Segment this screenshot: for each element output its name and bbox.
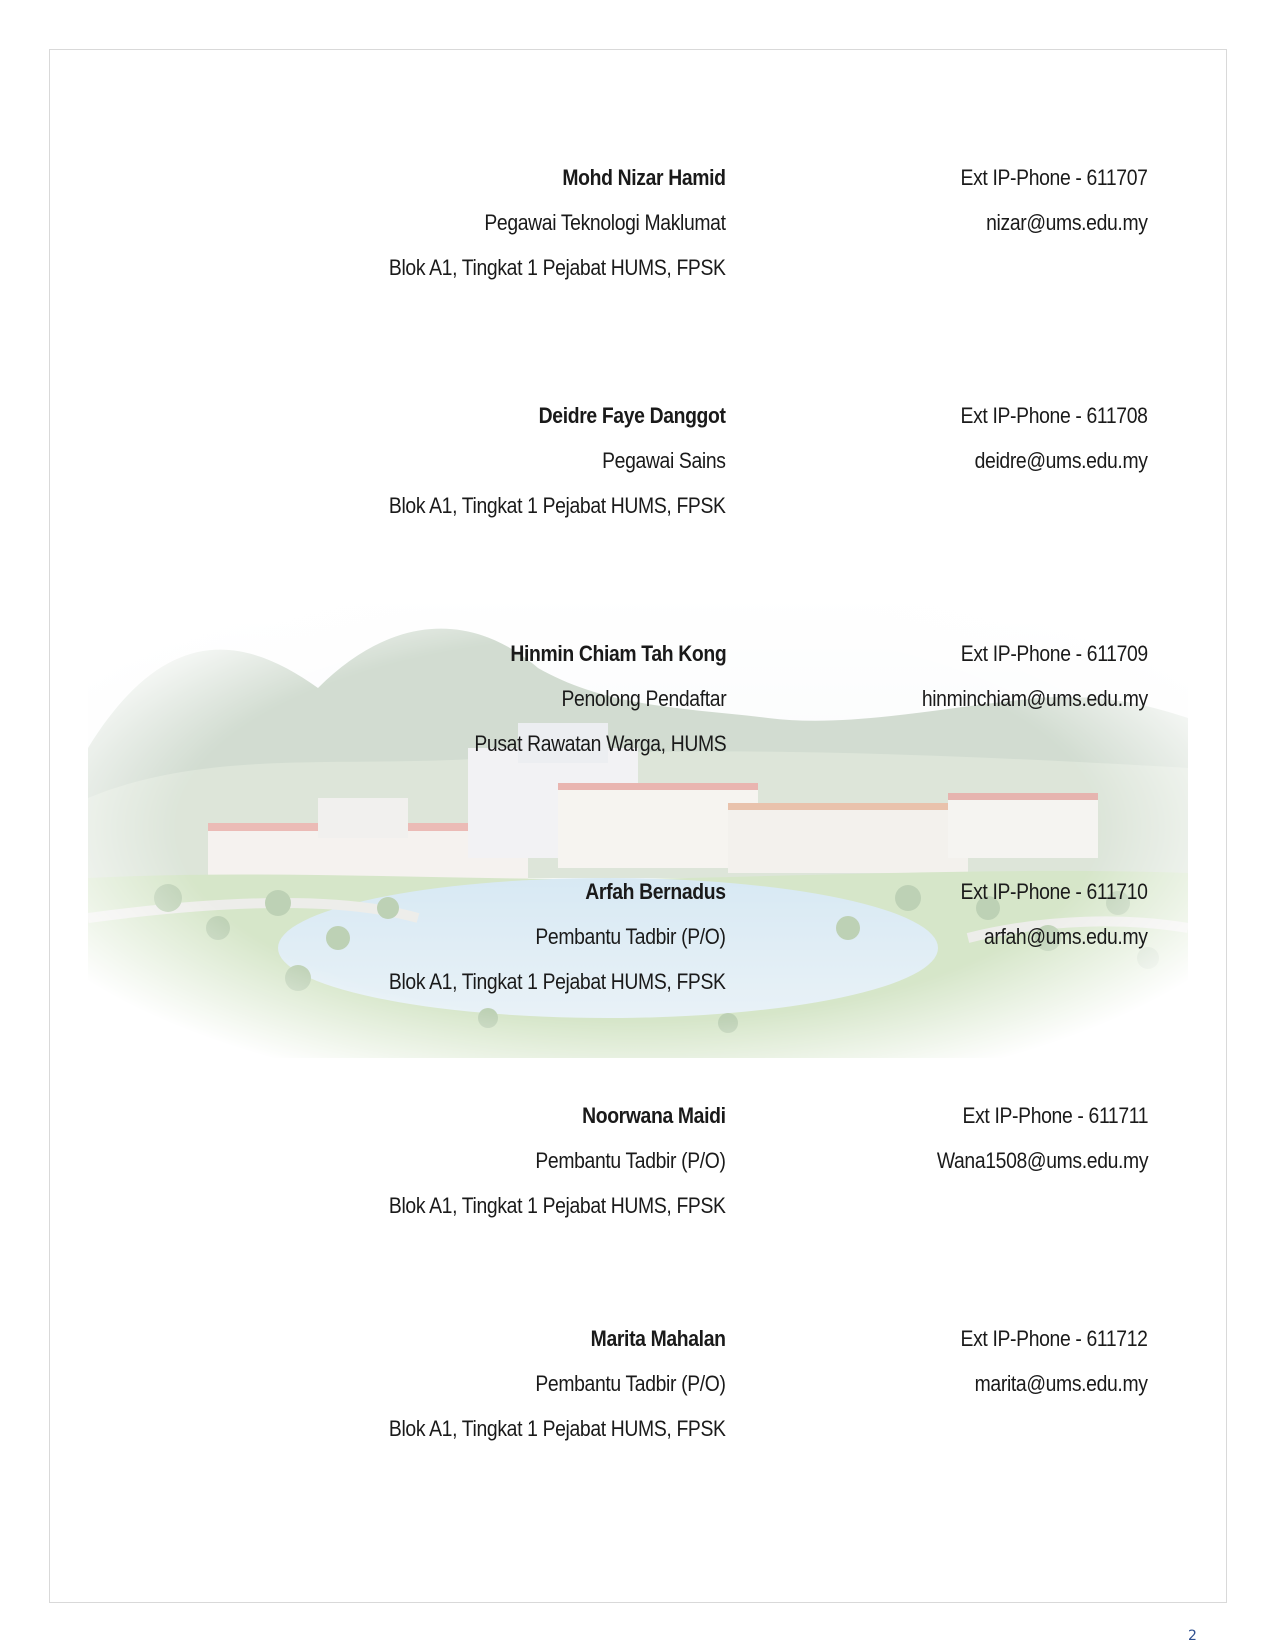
contact-details: [440, 631, 726, 766]
contact-phone: Ext IP-Phone - 611707: [960, 165, 1148, 190]
contact-name: Arfah Bernadus: [585, 879, 726, 904]
contact-details: [343, 869, 726, 1004]
contact-email[interactable]: Wana1508@ums.edu.my: [936, 1148, 1148, 1173]
contact-entry: [0, 869, 1275, 1019]
contact-info: [935, 393, 1148, 483]
contact-entry: [0, 1093, 1275, 1243]
contact-entry: [0, 155, 1275, 305]
contact-email[interactable]: deidre@ums.edu.my: [975, 448, 1148, 473]
contact-email[interactable]: hinminchiam@ums.edu.my: [921, 686, 1148, 711]
contact-phone: Ext IP-Phone - 611711: [962, 1103, 1148, 1128]
contact-name: Mohd Nizar Hamid: [562, 165, 726, 190]
contact-location: Blok A1, Tingkat 1 Pejabat HUMS, FPSK: [389, 969, 726, 994]
contact-info: [935, 869, 1148, 959]
contact-email[interactable]: nizar@ums.edu.my: [986, 210, 1148, 235]
contact-location: Blok A1, Tingkat 1 Pejabat HUMS, FPSK: [389, 1416, 726, 1441]
contact-position: Pegawai Teknologi Maklumat: [484, 210, 726, 235]
contact-position: Pegawai Sains: [602, 448, 726, 473]
contact-info: [908, 1093, 1148, 1183]
contact-entry: [0, 1316, 1275, 1466]
contact-location: Blok A1, Tingkat 1 Pejabat HUMS, FPSK: [389, 493, 726, 518]
contact-location: Pusat Rawatan Warga, HUMS: [474, 731, 726, 756]
contact-details: [343, 1093, 726, 1228]
contact-phone: Ext IP-Phone - 611712: [960, 1326, 1148, 1351]
contact-location: Blok A1, Tingkat 1 Pejabat HUMS, FPSK: [389, 255, 726, 280]
contact-position: Penolong Pendaftar: [561, 686, 726, 711]
contact-info: [935, 155, 1148, 245]
contact-name: Marita Mahalan: [591, 1326, 726, 1351]
contact-phone: Ext IP-Phone - 611710: [960, 879, 1148, 904]
contact-details: [343, 393, 726, 528]
contact-name: Hinmin Chiam Tah Kong: [510, 641, 726, 666]
contact-position: Pembantu Tadbir (P/O): [535, 1371, 726, 1396]
contact-info: [935, 1316, 1148, 1406]
contact-position: Pembantu Tadbir (P/O): [535, 1148, 726, 1173]
contact-email[interactable]: marita@ums.edu.my: [975, 1371, 1148, 1396]
contact-location: Blok A1, Tingkat 1 Pejabat HUMS, FPSK: [389, 1193, 726, 1218]
contact-phone: Ext IP-Phone - 611709: [960, 641, 1148, 666]
page-number: 2: [1188, 1628, 1197, 1644]
contact-name: Deidre Faye Danggot: [539, 403, 726, 428]
contact-entry: [0, 631, 1275, 781]
contact-name: Noorwana Maidi: [582, 1103, 726, 1128]
contact-email[interactable]: arfah@ums.edu.my: [984, 924, 1148, 949]
contact-entry: [0, 393, 1275, 543]
contact-position: Pembantu Tadbir (P/O): [535, 924, 726, 949]
contact-details: [343, 155, 726, 290]
contact-phone: Ext IP-Phone - 611708: [960, 403, 1148, 428]
contact-info: [891, 631, 1148, 721]
contact-details: [343, 1316, 726, 1451]
